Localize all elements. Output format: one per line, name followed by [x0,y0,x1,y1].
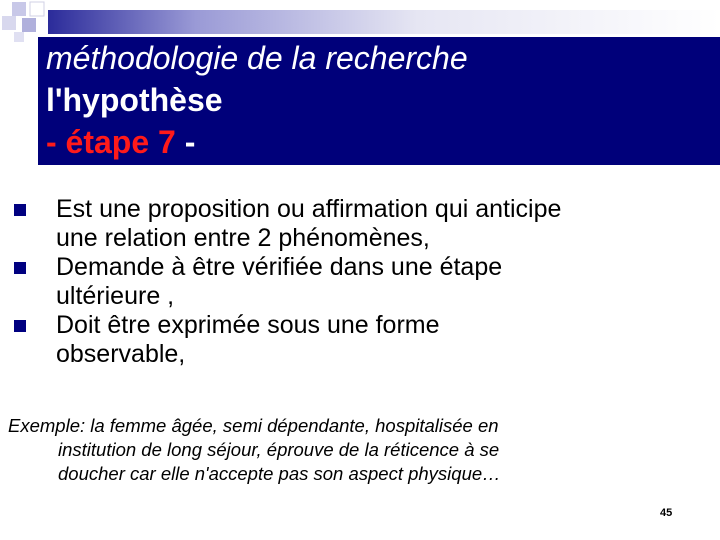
title-step-dash-left: - [46,124,66,160]
bullet-item [14,253,714,311]
example-line: institution de long séjour, éprouve de la réticence à se [58,439,500,460]
page-number: 45 [660,507,673,519]
bullet-text-line: observable, [56,340,186,368]
title-line-2: l'hypothèse [46,82,223,118]
square-bullet-icon [14,320,26,332]
bullet-text-line: une relation entre 2 phénomènes, [56,224,430,252]
title-line-3 [46,121,720,163]
square-bullet-icon [14,262,26,274]
title-line-1: méthodologie de la recherche [46,40,468,76]
bullet-item [14,311,714,369]
bullet-text-line: ultérieure , [56,282,175,310]
title-step-label: étape 7 [65,124,176,160]
bullet-item [14,195,714,253]
title-box [38,37,720,165]
header-gradient-bar [48,10,720,34]
example-line: Exemple: la femme âgée, semi dépendante, hospitalisée en [8,415,499,436]
example-text [8,414,658,486]
bullet-text-line: Demande à être vérifiée dans une étape [56,253,503,281]
title-step-dash-right: - [175,124,196,160]
square-bullet-icon [14,204,26,216]
bullet-list [14,195,714,369]
bullet-text-line: Doit être exprimée sous une forme [56,311,440,339]
example-line: doucher car elle n'accepte pas son aspect physique… [58,463,501,484]
bullet-text-line: Est une proposition ou affirmation qui anticipe [56,195,562,223]
